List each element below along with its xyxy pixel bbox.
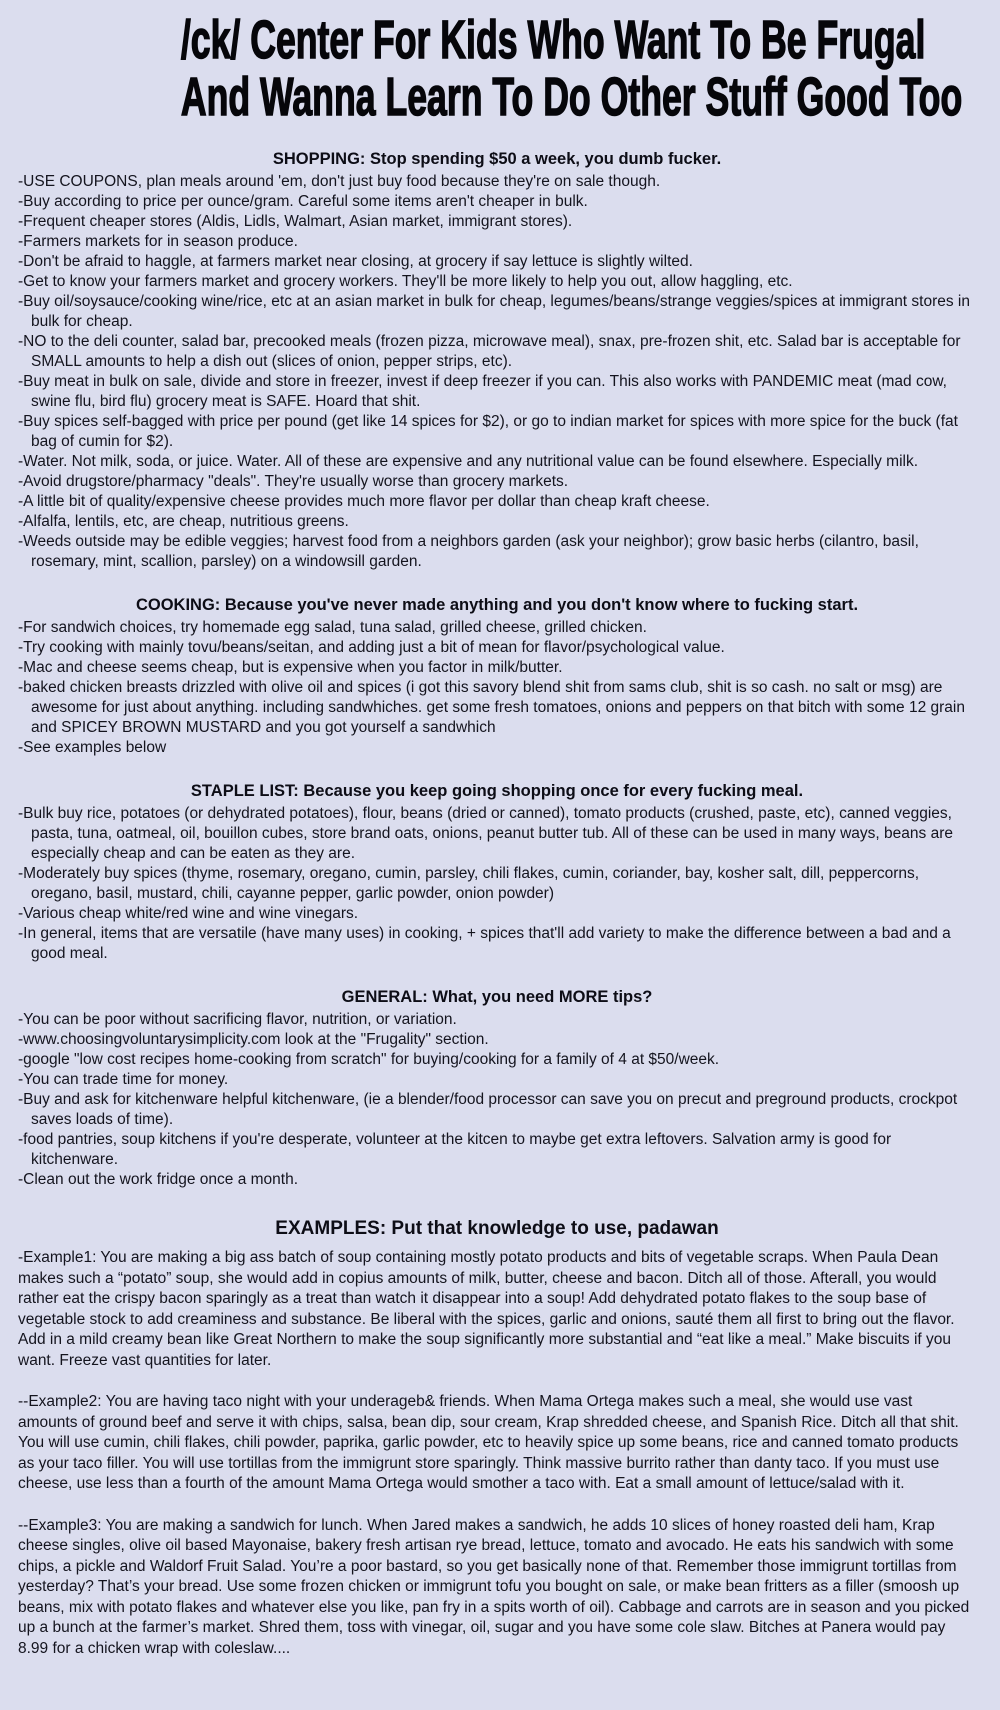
- tip-item: -You can trade time for money.: [18, 1071, 229, 1089]
- section-header-cooking: COOKING: Because you've never made anything and you don't know where to fucking start.: [135, 596, 859, 615]
- tip-item: -www.choosingvoluntarysimplicity.com look at the "Frugality" section.: [18, 1031, 489, 1049]
- section-general: [18, 988, 976, 1190]
- tip-item: -food pantries, soup kitchens if you're desperate, volunteer at the kitcen to maybe get extra leftovers. Salvation army is good for kitchenware.: [18, 1131, 892, 1169]
- tip-item: -Don't be afraid to haggle, at farmers market near closing, at grocery if say lettuce is slightly wilted.: [18, 253, 693, 271]
- tip-item: -For sandwich choices, try homemade egg salad, tuna salad, grilled cheese, grilled chicken.: [18, 619, 647, 637]
- tip-item: -Mac and cheese seems cheap, but is expensive when you factor in milk/butter.: [18, 659, 563, 677]
- tip-item: -Buy according to price per ounce/gram. Careful some items aren't cheaper in bulk.: [18, 193, 588, 211]
- tip-item: -Buy oil/soysauce/cooking wine/rice, etc at an asian market in bulk for cheap, legumes/beans/strange veggies/spices at immigrant stores in bulk for cheap.: [18, 293, 971, 331]
- tip-item: -Try cooking with mainly tovu/beans/seitan, and adding just a bit of mean for flavor/psychological value.: [18, 639, 725, 657]
- tip-item: -baked chicken breasts drizzled with olive oil and spices (i got this savory blend shit from sams club, shit is so cash. no salt or msg) are awesome for just about anything. including sandwhiches. get some fresh tomatoes, onions and peppers on that bitch with some 12 grain and SPICEY BROWN MUSTARD and you got yourself a sandwhich: [18, 679, 965, 737]
- section-shopping: [18, 150, 976, 572]
- tip-item: -Avoid drugstore/pharmacy "deals". They're usually worse than grocery markets.: [18, 473, 569, 491]
- tip-item: -In general, items that are versatile (have many uses) in cooking, + spices that'll add variety to make the difference between a bad and a good meal.: [18, 925, 951, 963]
- tip-item: -Water. Not milk, soda, or juice. Water. All of these are expensive and any nutritional value can be found elsewhere. Especially milk.: [18, 453, 919, 471]
- tip-item: -google "low cost recipes home-cooking from scratch" for buying/cooking for a family of 4 at $50/week.: [18, 1051, 720, 1069]
- section-header-general: GENERAL: What, you need MORE tips?: [341, 988, 653, 1007]
- section-header-examples: EXAMPLES: Put that knowledge to use, padawan: [275, 1218, 719, 1240]
- tip-item: -Get to know your farmers market and grocery workers. They'll be more likely to help you out, allow haggling, etc.: [18, 273, 793, 291]
- tip-item: -Buy and ask for kitchenware helpful kitchenware, (ie a blender/food processor can save you on precut and preground products, crockpot saves loads of time).: [18, 1091, 958, 1129]
- tip-item: -USE COUPONS, plan meals around 'em, don't just buy food because they're on sale though.: [18, 173, 661, 191]
- tip-item: -Buy meat in bulk on sale, divide and store in freezer, invest if deep freezer if you can. This also works with PANDEMIC meat (mad cow, swine flu, bird flu) grocery meat is SAFE. Hoard that shit.: [18, 373, 947, 411]
- section-staple-list: [18, 782, 976, 964]
- tip-item: -Bulk buy rice, potatoes (or dehydrated potatoes), flour, beans (dried or canned), tomato products (crushed, paste, etc), canned veggies, pasta, tuna, oatmeal, oil, bouillon cubes, store brand oats, onions, peanut butter tub. All of these can be used in many ways, beans are especially cheap and can be eaten as they are.: [18, 805, 953, 863]
- tip-item: -Farmers markets for in season produce.: [18, 233, 298, 251]
- tip-item: -Various cheap white/red wine and wine vinegars.: [18, 905, 359, 923]
- tip-item: -NO to the deli counter, salad bar, precooked meals (frozen pizza, microwave meal), snax, pre-frozen shit, etc. Salad bar is acceptable for SMALL amounts to help a dish out (slices of onion, pepper strips, etc).: [18, 333, 961, 371]
- example-paragraph-3: --Example3: You are making a sandwich for lunch. When Jared makes a sandwich, he adds 10 slices of honey roasted deli ham, Krap cheese singles, olive oil based Mayonaise, bakery fresh artisan rye bread, lettuce, tomato and avocado. He eats his sandwich with some chips, a pickle and Waldorf Fruit Salad. You’re a poor bastard, so you get basically none of that. Remember those immigrunt tortillas from yesterday? That’s your bread. Use some frozen chicken or immigrunt tofu you bought on sale, or make bean fritters as a filler (smoosh up beans, mix with potato flakes and whatever else you like, pan fry in a spits worth of oil). Cabbage and carrots are in season and you picked up a bunch at the farmer’s market. Shred them, toss with vinegar, oil, sugar and you have some cole slaw. Bitches at Panera would pay 8.99 for a chicken wrap with coleslaw....: [18, 1516, 970, 1657]
- tip-item: -Frequent cheaper stores (Aldis, Lidls, Walmart, Asian market, immigrant stores).: [18, 213, 573, 231]
- example-paragraph-2: --Example2: You are having taco night with your underageb& friends. When Mama Ortega makes such a meal, she would use vast amounts of ground beef and serve it with chips, salsa, bean dip, sour cream, Krap shredded cheese, and Spanish Rice. Ditch all that shit. You will use cumin, chili flakes, chili powder, paprika, garlic powder, etc to heavily spice up some beans, rice and canned tomato products as your taco filler. You will use tortillas from the immigrunt store sparingly. Think massive burrito rather than danty taco. If you must use cheese, use less than a fourth of the amount Mama Ortega would smother a taco with. Eat a small amount of lettuce/salad with it.: [18, 1393, 959, 1493]
- tip-item: -Moderately buy spices (thyme, rosemary, oregano, cumin, parsley, chili flakes, cumin, coriander, bay, kosher salt, dill, peppercorns, oregano, basil, mustard, chili, cayanne pepper, garlic powder, onion powder): [18, 865, 920, 903]
- section-header-staple-list: STAPLE LIST: Because you keep going shopping once for every fucking meal.: [190, 782, 804, 801]
- tip-item: -Clean out the work fridge once a month.: [18, 1171, 299, 1189]
- tip-item: -A little bit of quality/expensive cheese provides much more flavor per dollar than cheap kraft cheese.: [18, 493, 710, 511]
- tip-item: -Alfalfa, lentils, etc, are cheap, nutritious greens.: [18, 513, 349, 531]
- tip-item: -Weeds outside may be edible veggies; harvest food from a neighbors garden (ask your neighbor); grow basic herbs (cilantro, basil, rosemary, mint, scallion, parsley) on a windowsill garden.: [18, 533, 919, 571]
- section-cooking: [18, 596, 976, 758]
- tip-item: -See examples below: [18, 739, 167, 757]
- example-paragraph-1: -Example1: You are making a big ass batch of soup containing mostly potato products and bits of vegetable scraps. When Paula Dean makes such a “potato” soup, she would add in copius amounts of milk, butter, cheese and bacon. Ditch all of those. Afterall, you would rather eat the crispy bacon sparingly as a treat than watch it disappear into a soup! Add dehydrated potato flakes to the soup base of vegetable stock to add creaminess and substance. Be liberal with the spices, garlic and onions, sauté them all first to bring out the flavor. Add in a mild creamy bean like Great Northern to make the soup significantly more substantial and “eat like a meal.” Make biscuits if you want. Freeze vast quantities for later.: [18, 1249, 955, 1369]
- page-title-line-2: And Wanna Learn To Do Other Stuff Good Too: [180, 67, 963, 128]
- page-title: [180, 10, 963, 128]
- page-title-line-1: /ck/ Center For Kids Who Want To Be Frugal: [180, 10, 926, 70]
- section-header-shopping: SHOPPING: Stop spending $50 a week, you dumb fucker.: [272, 150, 722, 169]
- tip-item: -You can be poor without sacrificing flavor, nutrition, or variation.: [18, 1011, 457, 1029]
- tip-item: -Buy spices self-bagged with price per pound (get like 14 spices for $2), or go to indian market for spices with more spice for the buck (fat bag of cumin for $2).: [18, 413, 958, 451]
- section-examples: [18, 1218, 976, 1659]
